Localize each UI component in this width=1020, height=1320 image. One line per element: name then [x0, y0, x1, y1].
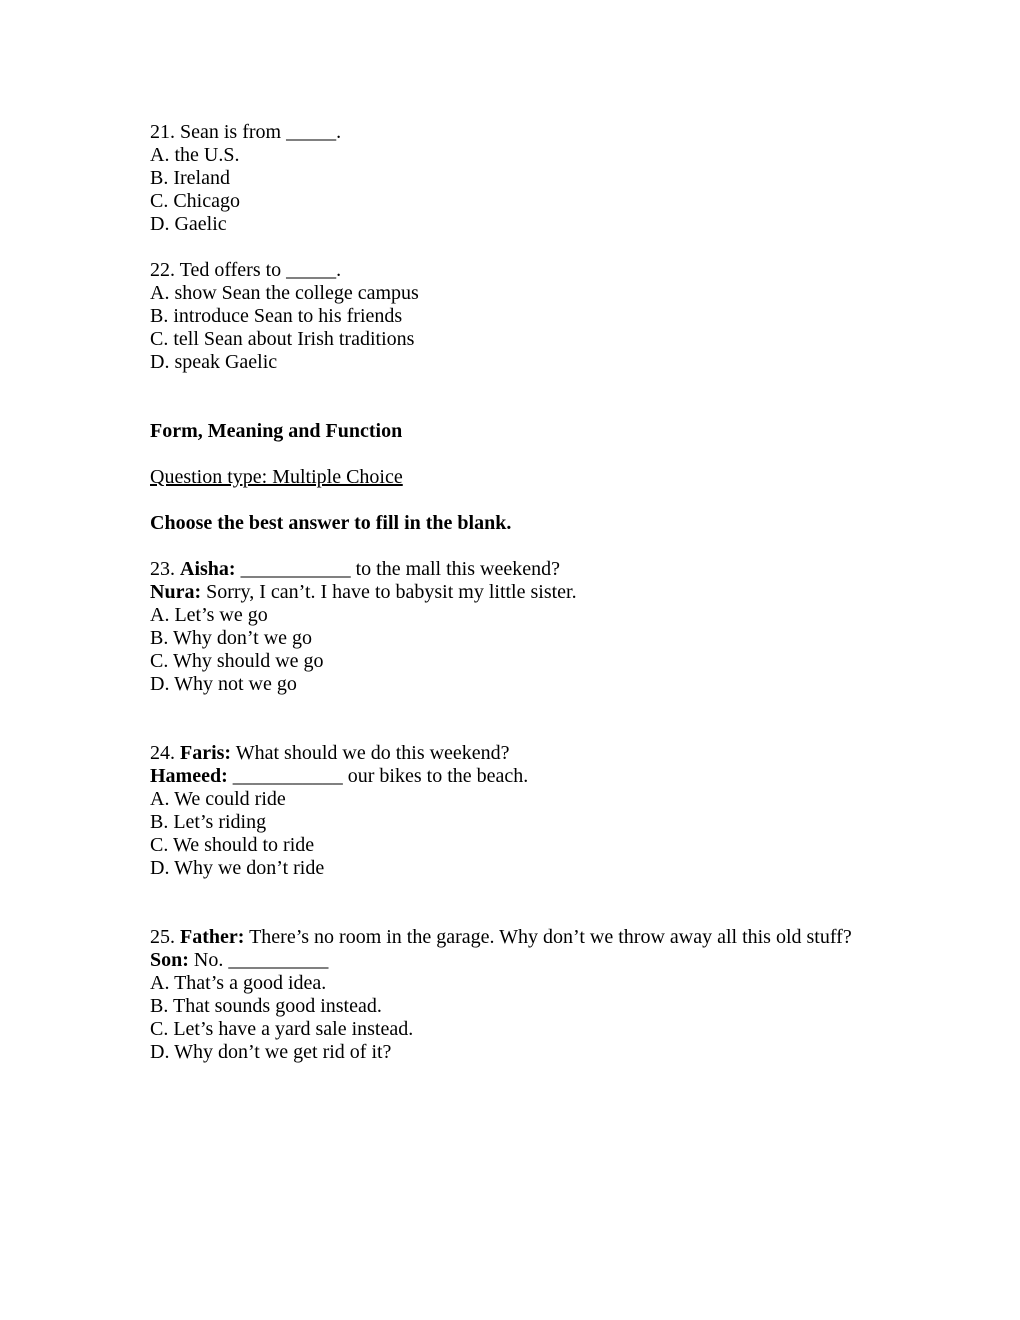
question-24-option-a: A. We could ride [150, 788, 286, 810]
section-heading: Form, Meaning and Function [150, 420, 403, 442]
question-22-prompt [150, 259, 1010, 282]
question-22-option-b: B. introduce Sean to his friends [150, 305, 403, 327]
question-24 [150, 742, 1010, 880]
question-22-option-a: A. show Sean the college campus [150, 282, 419, 304]
question-23-line-a: ___________ to the mall this weekend? [240, 558, 560, 580]
question-21-number: 21. [150, 121, 175, 143]
question-23-speaker-a: Aisha: [180, 558, 236, 580]
question-type-label [150, 466, 1010, 489]
question-22-number: 22. [150, 259, 175, 281]
question-25-speaker-b: Son: [150, 949, 189, 971]
question-25-line-a: There’s no room in the garage. Why don’t we throw away all this old stuff? [249, 926, 852, 948]
question-type-text: Question type: Multiple Choice [150, 466, 403, 488]
question-25-number: 25. [150, 926, 175, 948]
question-23-speaker-b: Nura: [150, 581, 202, 603]
question-25-prompt [150, 926, 1010, 949]
question-25-reply [150, 949, 1010, 972]
question-23-option-a: A. Let’s we go [150, 604, 268, 626]
question-24-option-d: D. Why we don’t ride [150, 857, 325, 879]
question-23-reply [150, 581, 1010, 604]
question-24-speaker-b: Hameed: [150, 765, 228, 787]
instruction: Choose the best answer to fill in the blank. [150, 512, 512, 534]
question-24-number: 24. [150, 742, 175, 764]
question-24-prompt [150, 742, 1010, 765]
question-22 [150, 259, 1010, 374]
question-22-option-c: C. tell Sean about Irish traditions [150, 328, 415, 350]
question-23-line-b: Sorry, I can’t. I have to babysit my little sister. [206, 581, 577, 603]
question-21-text: Sean is from _____. [180, 121, 342, 143]
question-24-option-c: C. We should to ride [150, 834, 315, 856]
question-25-option-a: A. That’s a good idea. [150, 972, 327, 994]
question-21 [150, 121, 1010, 236]
question-25-line-b: No. __________ [193, 949, 329, 971]
question-21-option-b: B. Ireland [150, 167, 230, 189]
question-24-line-a: What should we do this weekend? [235, 742, 510, 764]
question-21-option-a: A. the U.S. [150, 144, 240, 166]
question-25-option-d: D. Why don’t we get rid of it? [150, 1041, 392, 1063]
question-24-option-b: B. Let’s riding [150, 811, 267, 833]
question-23-prompt [150, 558, 1010, 581]
question-25-option-c: C. Let’s have a yard sale instead. [150, 1018, 414, 1040]
question-21-option-d: D. Gaelic [150, 213, 227, 235]
question-22-option-d: D. speak Gaelic [150, 351, 278, 373]
question-23 [150, 558, 1010, 696]
question-22-text: Ted offers to _____. [179, 259, 342, 281]
question-24-line-b: ___________ our bikes to the beach. [232, 765, 529, 787]
question-23-option-c: C. Why should we go [150, 650, 324, 672]
question-23-number: 23. [150, 558, 175, 580]
question-24-speaker-a: Faris: [180, 742, 232, 764]
question-25-speaker-a: Father: [180, 926, 245, 948]
question-23-option-d: D. Why not we go [150, 673, 297, 695]
question-23-option-b: B. Why don’t we go [150, 627, 313, 649]
question-21-prompt [150, 121, 1010, 144]
question-25 [150, 926, 1010, 1064]
question-21-option-c: C. Chicago [150, 190, 240, 212]
question-25-option-b: B. That sounds good instead. [150, 995, 382, 1017]
question-24-reply [150, 765, 1010, 788]
